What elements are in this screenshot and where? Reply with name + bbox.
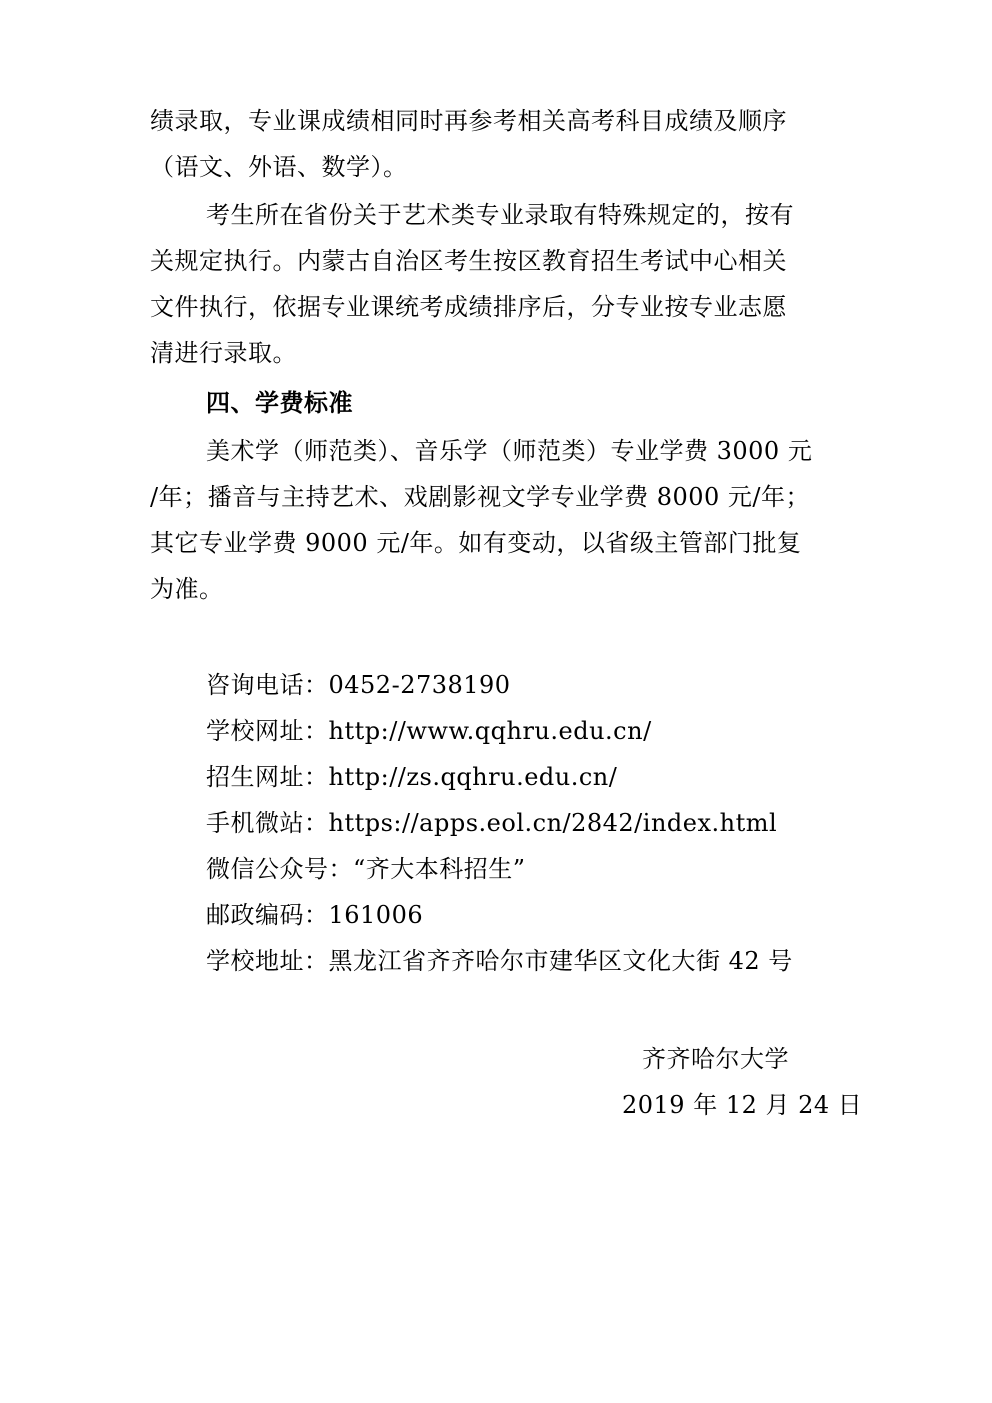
section-heading-tuition: 四、学费标准 — [206, 388, 353, 417]
contact-school-website — [206, 708, 652, 754]
contact-label: 微信公众号： — [206, 855, 353, 883]
contact-label: 招生网址： — [206, 763, 329, 791]
contact-value: https://apps.eol.cn/2842/index.html — [328, 809, 778, 837]
signature-date: 2019 年 12 月 24 日 — [622, 1091, 863, 1119]
paragraph-admission-continuation — [150, 98, 840, 190]
signature-organization: 齐齐哈尔大学 — [642, 1045, 789, 1073]
text-line: （语文、外语、数学）。 — [150, 153, 408, 181]
text-line: 关规定执行。内蒙古自治区考生按区教育招生考试中心相关 — [150, 247, 787, 275]
contact-postcode — [206, 892, 423, 938]
contact-value: 161006 — [328, 901, 424, 929]
contact-value: 0452-2738190 — [328, 671, 511, 699]
text-line: 其它专业学费 9000 元/年。如有变动，以省级主管部门批复 — [150, 529, 802, 557]
text-line: 考生所在省份关于艺术类专业录取有特殊规定的，按有 — [206, 201, 794, 229]
contact-wechat — [206, 846, 526, 892]
contact-mobile-site — [206, 800, 777, 846]
contact-label: 手机微站： — [206, 809, 329, 837]
text-line: 美术学（师范类）、音乐学（师范类）专业学费 3000 元 — [206, 437, 813, 465]
paragraph-tuition-standards — [150, 428, 840, 612]
paragraph-special-provisions — [150, 192, 840, 376]
contact-label: 咨询电话： — [206, 671, 329, 699]
contact-value: “齐大本科招生” — [353, 855, 526, 883]
text-line: 为准。 — [150, 575, 224, 603]
contact-label: 学校地址： — [206, 947, 329, 975]
contact-label: 邮政编码： — [206, 901, 329, 929]
text-line: 文件执行，依据专业课统考成绩排序后，分专业按专业志愿 — [150, 293, 787, 321]
contact-label: 学校网址： — [206, 717, 329, 745]
text-line: /年；播音与主持艺术、戏剧影视文学专业学费 8000 元/年； — [150, 483, 811, 511]
contact-value: http://www.qqhru.edu.cn/ — [328, 717, 652, 745]
contact-address — [206, 938, 793, 984]
contact-value: 黑龙江省齐齐哈尔市建华区文化大街 42 号 — [328, 947, 793, 975]
text-line: 清进行录取。 — [150, 339, 297, 367]
contact-value: http://zs.qqhru.edu.cn/ — [328, 763, 618, 791]
contact-phone — [206, 662, 511, 708]
text-line: 绩录取，专业课成绩相同时再参考相关高考科目成绩及顺序 — [150, 107, 787, 135]
contact-admission-website — [206, 754, 617, 800]
